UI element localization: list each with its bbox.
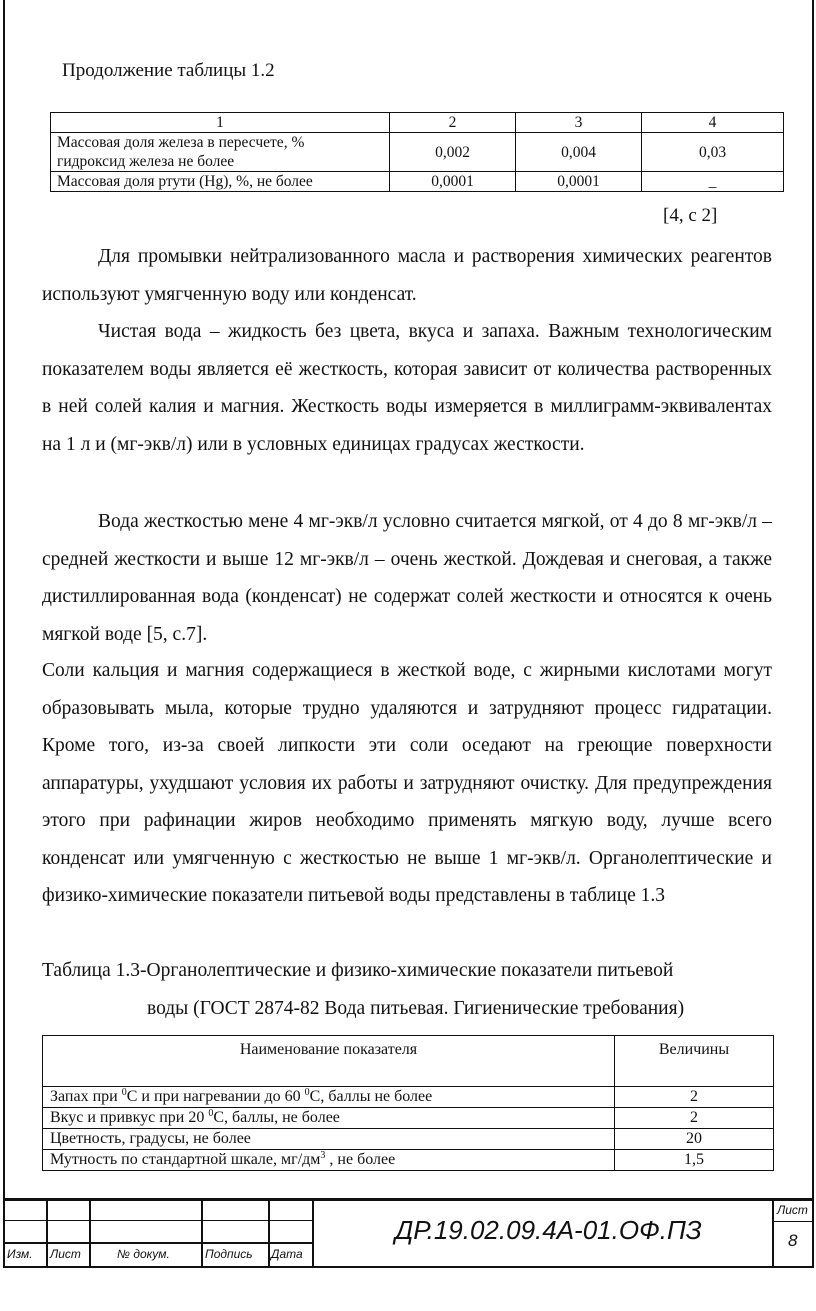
frame-left-border bbox=[3, 0, 5, 1268]
row-label: Вкус и привкус при 20 $^0$С, баллы, не более bbox=[43, 1108, 615, 1129]
table-row bbox=[43, 1108, 774, 1129]
stamp-signature-label: Подпись bbox=[205, 1247, 253, 1261]
paragraph-4: Соли кальция и магния содержащиеся в жесткой воде, с жирными кислотами могут образовывать мыла, которые трудно удаляются и затрудняют процесс гидратации. Кроме того, из-за своей липкости эти соли оседают на греющие поверхности аппаратуры, ухудшают условия их работы и затрудняют очистку. Для предупреждения этого при рафинации жиров необходимо применять мягкую воду, лучше всего конденсат или умягченную с жесткостью не выше 1 мг-экв/л. Органолептические и физико-химические показатели питьевой воды представлены в таблице 1.3 bbox=[42, 660, 772, 906]
row-label: Мутность по стандартной шкале, $мг/дм^3$ , не более bbox=[43, 1150, 615, 1171]
row-label: Массовая доля ртути (Hg), %, не более bbox=[51, 172, 390, 192]
row-value: 20 bbox=[615, 1129, 774, 1150]
paragraph-3: Вода жесткостью мене 4 мг-экв/л условно считается мягкой, от 4 до 8 мг-экв/л – средней жесткости и выше 12 мг-экв/л – очень жесткой. Дождевая и снеговая, а также дистиллированная вода (конденсат) не содержат солей жесткости и относятся к очень мягкой воде [5, с.7]. bbox=[42, 511, 772, 645]
row-value: 0,03 bbox=[642, 133, 784, 172]
row-label: Массовая доля железа в пересчете, % гидроксид железа не более bbox=[51, 133, 390, 172]
table-row bbox=[43, 1087, 774, 1108]
stamp-list-label: Лист bbox=[50, 1247, 81, 1261]
header-cell: 3 bbox=[516, 113, 642, 133]
stamp-izm-label: Изм. bbox=[7, 1247, 33, 1261]
row-value: _ bbox=[642, 172, 784, 192]
stamp-sheet-number: 8 bbox=[788, 1231, 798, 1250]
row-value: 1,5 bbox=[615, 1150, 774, 1171]
table-row bbox=[51, 172, 784, 192]
header-cell: 2 bbox=[390, 113, 516, 133]
stamp-sheet-label: Лист bbox=[777, 1203, 808, 1217]
table-row bbox=[43, 1150, 774, 1171]
row-value: 2 bbox=[615, 1108, 774, 1129]
stamp-doc-num-label: № докум. bbox=[117, 1247, 170, 1261]
row-value: 0,004 bbox=[516, 133, 642, 172]
header-cell: 1 bbox=[51, 113, 390, 133]
header-cell-value: Величины bbox=[615, 1036, 774, 1087]
row-label: Запах при $^0$С и при нагревании до 60 $^0$С, баллы не более bbox=[43, 1087, 615, 1108]
paragraph-1: Для промывки нейтрализованного масла и растворения химических реагентов используют умягченную воду или конденсат. bbox=[42, 246, 772, 305]
table-row bbox=[43, 1129, 774, 1150]
row-value: 2 bbox=[615, 1087, 774, 1108]
table-1-3-caption-line1: Таблица 1.3-Органолептические и физико-химические показатели питьевой bbox=[42, 960, 674, 981]
stamp-date-label: Дата bbox=[271, 1247, 303, 1261]
header-cell-name: Наименование показателя bbox=[43, 1036, 615, 1087]
row-value: 0,002 bbox=[390, 133, 516, 172]
row-value: 0,0001 bbox=[516, 172, 642, 192]
table-1-2 bbox=[50, 112, 784, 192]
table-reference: [4, с 2] bbox=[663, 205, 718, 226]
frame-right-border bbox=[812, 0, 814, 1268]
header-cell: 4 bbox=[642, 113, 784, 133]
table-1-3-caption-line2: воды (ГОСТ 2874-82 Вода питьевая. Гигиенические требования) bbox=[147, 998, 685, 1019]
document-code: ДР.19.02.09.4А-01.ОФ.ПЗ bbox=[395, 1215, 702, 1245]
table-1-2-caption: Продолжение таблицы 1.2 bbox=[62, 60, 275, 81]
table-row bbox=[51, 133, 784, 172]
row-value: 0,0001 bbox=[390, 172, 516, 192]
table-1-3 bbox=[42, 1035, 774, 1171]
paragraph-2: Чистая вода – жидкость без цвета, вкуса и запаха. Важным технологическим показателем воды является её жесткость, которая зависит от количества растворенных в ней солей калия и магния. Жесткость воды измеряется в миллиграмм-эквивалентах на 1 л и (мг-экв/л) или в условных единицах градусах жесткости. bbox=[42, 321, 772, 455]
table-header-row bbox=[51, 113, 784, 133]
table-header-row bbox=[43, 1036, 774, 1087]
row-label: Цветность, градусы, не более bbox=[43, 1129, 615, 1150]
